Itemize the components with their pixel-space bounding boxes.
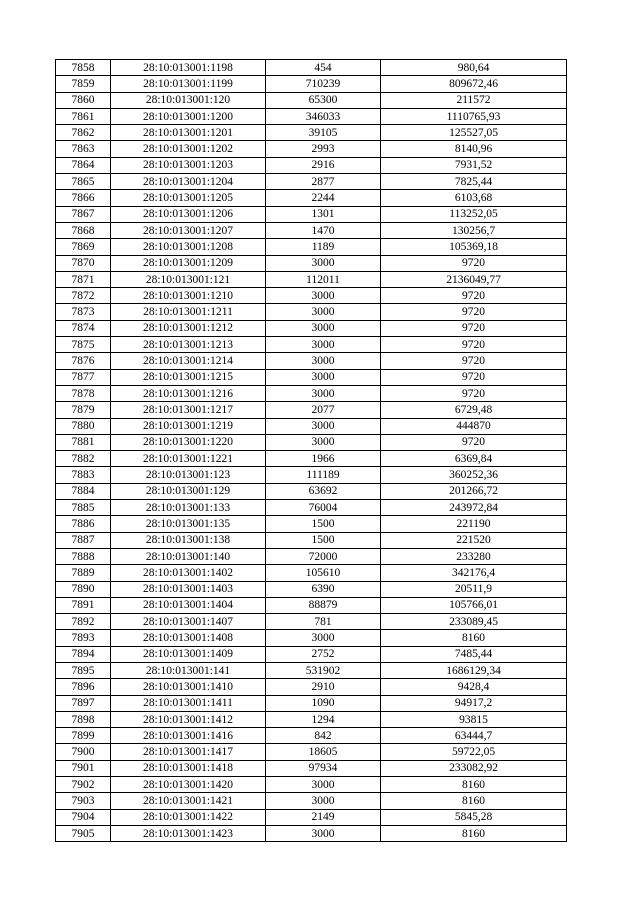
row-number-cell: 7863 [56, 141, 111, 157]
cadastral-number-cell: 28:10:013001:1201 [111, 125, 266, 141]
row-number-cell: 7870 [56, 255, 111, 271]
row-number-cell: 7904 [56, 809, 111, 825]
row-number-cell: 7879 [56, 402, 111, 418]
row-number-cell: 7878 [56, 385, 111, 401]
area-cell: 2916 [266, 157, 381, 173]
row-number-cell: 7885 [56, 500, 111, 516]
row-number-cell: 7891 [56, 597, 111, 613]
table-row [56, 125, 567, 141]
area-cell: 3000 [266, 353, 381, 369]
area-cell: 18605 [266, 744, 381, 760]
cadastral-number-cell: 28:10:013001:1215 [111, 369, 266, 385]
table-row [56, 369, 567, 385]
area-cell: 1470 [266, 222, 381, 238]
value-cell: 809672,46 [381, 76, 567, 92]
area-cell: 1301 [266, 206, 381, 222]
value-cell: 8160 [381, 793, 567, 809]
row-number-cell: 7887 [56, 532, 111, 548]
table-row [56, 500, 567, 516]
table-row [56, 695, 567, 711]
table-row [56, 630, 567, 646]
area-cell: 2149 [266, 809, 381, 825]
row-number-cell: 7871 [56, 271, 111, 287]
value-cell: 233089,45 [381, 614, 567, 630]
cadastral-number-cell: 28:10:013001:1412 [111, 711, 266, 727]
area-cell: 346033 [266, 108, 381, 124]
value-cell: 7931,52 [381, 157, 567, 173]
table-row [56, 174, 567, 190]
table-row [56, 451, 567, 467]
table-row [56, 190, 567, 206]
value-cell: 7825,44 [381, 174, 567, 190]
value-cell: 8160 [381, 825, 567, 841]
value-cell: 63444,7 [381, 728, 567, 744]
area-cell: 3000 [266, 369, 381, 385]
table-row [56, 206, 567, 222]
table-row [56, 744, 567, 760]
cadastral-number-cell: 28:10:013001:1213 [111, 337, 266, 353]
cadastral-number-cell: 28:10:013001:1219 [111, 418, 266, 434]
row-number-cell: 7902 [56, 777, 111, 793]
row-number-cell: 7888 [56, 548, 111, 564]
area-cell: 3000 [266, 434, 381, 450]
value-cell: 6369,84 [381, 451, 567, 467]
table-row [56, 581, 567, 597]
value-cell: 9720 [381, 320, 567, 336]
cadastral-number-cell: 28:10:013001:1202 [111, 141, 266, 157]
row-number-cell: 7900 [56, 744, 111, 760]
value-cell: 93815 [381, 711, 567, 727]
value-cell: 125527,05 [381, 125, 567, 141]
cadastral-number-cell: 28:10:013001:1210 [111, 288, 266, 304]
area-cell: 112011 [266, 271, 381, 287]
area-cell: 1500 [266, 516, 381, 532]
cadastral-number-cell: 28:10:013001:1403 [111, 581, 266, 597]
cadastral-number-cell: 28:10:013001:1206 [111, 206, 266, 222]
row-number-cell: 7861 [56, 108, 111, 124]
row-number-cell: 7859 [56, 76, 111, 92]
cadastral-number-cell: 28:10:013001:121 [111, 271, 266, 287]
row-number-cell: 7875 [56, 337, 111, 353]
cadastral-number-cell: 28:10:013001:1205 [111, 190, 266, 206]
row-number-cell: 7897 [56, 695, 111, 711]
area-cell: 105610 [266, 565, 381, 581]
cadastral-number-cell: 28:10:013001:133 [111, 500, 266, 516]
row-number-cell: 7893 [56, 630, 111, 646]
row-number-cell: 7877 [56, 369, 111, 385]
table-row [56, 239, 567, 255]
area-cell: 2244 [266, 190, 381, 206]
cadastral-number-cell: 28:10:013001:1407 [111, 614, 266, 630]
table-row [56, 565, 567, 581]
area-cell: 63692 [266, 483, 381, 499]
area-cell: 3000 [266, 630, 381, 646]
cadastral-number-cell: 28:10:013001:1420 [111, 777, 266, 793]
area-cell: 2993 [266, 141, 381, 157]
cadastral-number-cell: 28:10:013001:1209 [111, 255, 266, 271]
row-number-cell: 7858 [56, 60, 111, 76]
cadastral-number-cell: 28:10:013001:1410 [111, 679, 266, 695]
value-cell: 7485,44 [381, 646, 567, 662]
area-cell: 3000 [266, 825, 381, 841]
area-cell: 2077 [266, 402, 381, 418]
value-cell: 444870 [381, 418, 567, 434]
table-row [56, 809, 567, 825]
value-cell: 9720 [381, 369, 567, 385]
cadastral-number-cell: 28:10:013001:1402 [111, 565, 266, 581]
area-cell: 65300 [266, 92, 381, 108]
row-number-cell: 7872 [56, 288, 111, 304]
row-number-cell: 7889 [56, 565, 111, 581]
table-row [56, 728, 567, 744]
table-row [56, 793, 567, 809]
table-row [56, 157, 567, 173]
table-row [56, 76, 567, 92]
value-cell: 9428,4 [381, 679, 567, 695]
value-cell: 113252,05 [381, 206, 567, 222]
value-cell: 105766,01 [381, 597, 567, 613]
value-cell: 8160 [381, 777, 567, 793]
table-row [56, 222, 567, 238]
cadastral-number-cell: 28:10:013001:1198 [111, 60, 266, 76]
cadastral-number-cell: 28:10:013001:1408 [111, 630, 266, 646]
area-cell: 1966 [266, 451, 381, 467]
cadastral-number-cell: 28:10:013001:1409 [111, 646, 266, 662]
value-cell: 342176,4 [381, 565, 567, 581]
value-cell: 9720 [381, 255, 567, 271]
table-row [56, 679, 567, 695]
cadastral-number-cell: 28:10:013001:1211 [111, 304, 266, 320]
table-row [56, 385, 567, 401]
table-row [56, 60, 567, 76]
cadastral-number-cell: 28:10:013001:1418 [111, 760, 266, 776]
cadastral-number-cell: 28:10:013001:123 [111, 467, 266, 483]
area-cell: 3000 [266, 255, 381, 271]
table-row [56, 825, 567, 841]
area-cell: 3000 [266, 304, 381, 320]
row-number-cell: 7881 [56, 434, 111, 450]
row-number-cell: 7883 [56, 467, 111, 483]
value-cell: 2136049,77 [381, 271, 567, 287]
table-row [56, 288, 567, 304]
row-number-cell: 7866 [56, 190, 111, 206]
row-number-cell: 7884 [56, 483, 111, 499]
row-number-cell: 7895 [56, 662, 111, 678]
cadastral-number-cell: 28:10:013001:1220 [111, 434, 266, 450]
value-cell: 9720 [381, 385, 567, 401]
value-cell: 233280 [381, 548, 567, 564]
row-number-cell: 7890 [56, 581, 111, 597]
row-number-cell: 7862 [56, 125, 111, 141]
cadastral-number-cell: 28:10:013001:1199 [111, 76, 266, 92]
value-cell: 6103,68 [381, 190, 567, 206]
table-row [56, 777, 567, 793]
area-cell: 1294 [266, 711, 381, 727]
cadastral-number-cell: 28:10:013001:129 [111, 483, 266, 499]
area-cell: 3000 [266, 337, 381, 353]
row-number-cell: 7896 [56, 679, 111, 695]
row-number-cell: 7898 [56, 711, 111, 727]
value-cell: 201266,72 [381, 483, 567, 499]
value-cell: 1110765,93 [381, 108, 567, 124]
cadastral-number-cell: 28:10:013001:135 [111, 516, 266, 532]
cadastral-number-cell: 28:10:013001:1208 [111, 239, 266, 255]
value-cell: 980,64 [381, 60, 567, 76]
row-number-cell: 7874 [56, 320, 111, 336]
row-number-cell: 7894 [56, 646, 111, 662]
row-number-cell: 7876 [56, 353, 111, 369]
cadastral-number-cell: 28:10:013001:1221 [111, 451, 266, 467]
area-cell: 2752 [266, 646, 381, 662]
value-cell: 6729,48 [381, 402, 567, 418]
area-cell: 1189 [266, 239, 381, 255]
table-row [56, 320, 567, 336]
table-row [56, 434, 567, 450]
value-cell: 20511,9 [381, 581, 567, 597]
area-cell: 1500 [266, 532, 381, 548]
table-row [56, 597, 567, 613]
area-cell: 3000 [266, 288, 381, 304]
table-row [56, 646, 567, 662]
area-cell: 1090 [266, 695, 381, 711]
value-cell: 9720 [381, 337, 567, 353]
row-number-cell: 7867 [56, 206, 111, 222]
table-row [56, 304, 567, 320]
row-number-cell: 7864 [56, 157, 111, 173]
table-row [56, 337, 567, 353]
cadastral-number-cell: 28:10:013001:141 [111, 662, 266, 678]
table-row [56, 418, 567, 434]
cadastral-number-cell: 28:10:013001:140 [111, 548, 266, 564]
value-cell: 105369,18 [381, 239, 567, 255]
value-cell: 9720 [381, 288, 567, 304]
cadastral-number-cell: 28:10:013001:120 [111, 92, 266, 108]
table-row [56, 548, 567, 564]
table-row [56, 532, 567, 548]
row-number-cell: 7886 [56, 516, 111, 532]
cadastral-number-cell: 28:10:013001:1423 [111, 825, 266, 841]
area-cell: 2910 [266, 679, 381, 695]
row-number-cell: 7901 [56, 760, 111, 776]
cadastral-number-cell: 28:10:013001:1216 [111, 385, 266, 401]
table-row [56, 467, 567, 483]
table-row [56, 662, 567, 678]
row-number-cell: 7899 [56, 728, 111, 744]
area-cell: 781 [266, 614, 381, 630]
area-cell: 6390 [266, 581, 381, 597]
area-cell: 454 [266, 60, 381, 76]
value-cell: 233082,92 [381, 760, 567, 776]
table-row [56, 402, 567, 418]
row-number-cell: 7903 [56, 793, 111, 809]
cadastral-number-cell: 28:10:013001:1214 [111, 353, 266, 369]
table-row [56, 760, 567, 776]
area-cell: 72000 [266, 548, 381, 564]
cadastral-number-cell: 28:10:013001:138 [111, 532, 266, 548]
area-cell: 3000 [266, 777, 381, 793]
value-cell: 360252,36 [381, 467, 567, 483]
cadastral-number-cell: 28:10:013001:1207 [111, 222, 266, 238]
value-cell: 94917,2 [381, 695, 567, 711]
row-number-cell: 7860 [56, 92, 111, 108]
table-row [56, 92, 567, 108]
area-cell: 710239 [266, 76, 381, 92]
cadastral-number-cell: 28:10:013001:1212 [111, 320, 266, 336]
table-row [56, 141, 567, 157]
row-number-cell: 7873 [56, 304, 111, 320]
row-number-cell: 7892 [56, 614, 111, 630]
cadastral-number-cell: 28:10:013001:1203 [111, 157, 266, 173]
area-cell: 3000 [266, 320, 381, 336]
area-cell: 3000 [266, 793, 381, 809]
value-cell: 9720 [381, 304, 567, 320]
cadastral-table [55, 59, 567, 842]
cadastral-number-cell: 28:10:013001:1404 [111, 597, 266, 613]
area-cell: 111189 [266, 467, 381, 483]
area-cell: 842 [266, 728, 381, 744]
value-cell: 8140,96 [381, 141, 567, 157]
value-cell: 9720 [381, 353, 567, 369]
cadastral-number-cell: 28:10:013001:1217 [111, 402, 266, 418]
table-row [56, 516, 567, 532]
value-cell: 8160 [381, 630, 567, 646]
area-cell: 76004 [266, 500, 381, 516]
value-cell: 59722,05 [381, 744, 567, 760]
cadastral-number-cell: 28:10:013001:1204 [111, 174, 266, 190]
row-number-cell: 7868 [56, 222, 111, 238]
table-row [56, 255, 567, 271]
cadastral-number-cell: 28:10:013001:1421 [111, 793, 266, 809]
area-cell: 531902 [266, 662, 381, 678]
area-cell: 39105 [266, 125, 381, 141]
value-cell: 1686129,34 [381, 662, 567, 678]
cadastral-number-cell: 28:10:013001:1416 [111, 728, 266, 744]
cadastral-number-cell: 28:10:013001:1422 [111, 809, 266, 825]
cadastral-number-cell: 28:10:013001:1200 [111, 108, 266, 124]
row-number-cell: 7880 [56, 418, 111, 434]
table-row [56, 108, 567, 124]
row-number-cell: 7865 [56, 174, 111, 190]
cadastral-number-cell: 28:10:013001:1411 [111, 695, 266, 711]
area-cell: 3000 [266, 385, 381, 401]
table-row [56, 614, 567, 630]
table-row [56, 271, 567, 287]
area-cell: 88879 [266, 597, 381, 613]
value-cell: 9720 [381, 434, 567, 450]
row-number-cell: 7869 [56, 239, 111, 255]
value-cell: 5845,28 [381, 809, 567, 825]
row-number-cell: 7882 [56, 451, 111, 467]
value-cell: 221520 [381, 532, 567, 548]
row-number-cell: 7905 [56, 825, 111, 841]
value-cell: 130256,7 [381, 222, 567, 238]
area-cell: 3000 [266, 418, 381, 434]
area-cell: 2877 [266, 174, 381, 190]
table-body [56, 60, 567, 842]
area-cell: 97934 [266, 760, 381, 776]
table-row [56, 483, 567, 499]
value-cell: 221190 [381, 516, 567, 532]
value-cell: 211572 [381, 92, 567, 108]
value-cell: 243972,84 [381, 500, 567, 516]
table-row [56, 711, 567, 727]
table-row [56, 353, 567, 369]
cadastral-number-cell: 28:10:013001:1417 [111, 744, 266, 760]
